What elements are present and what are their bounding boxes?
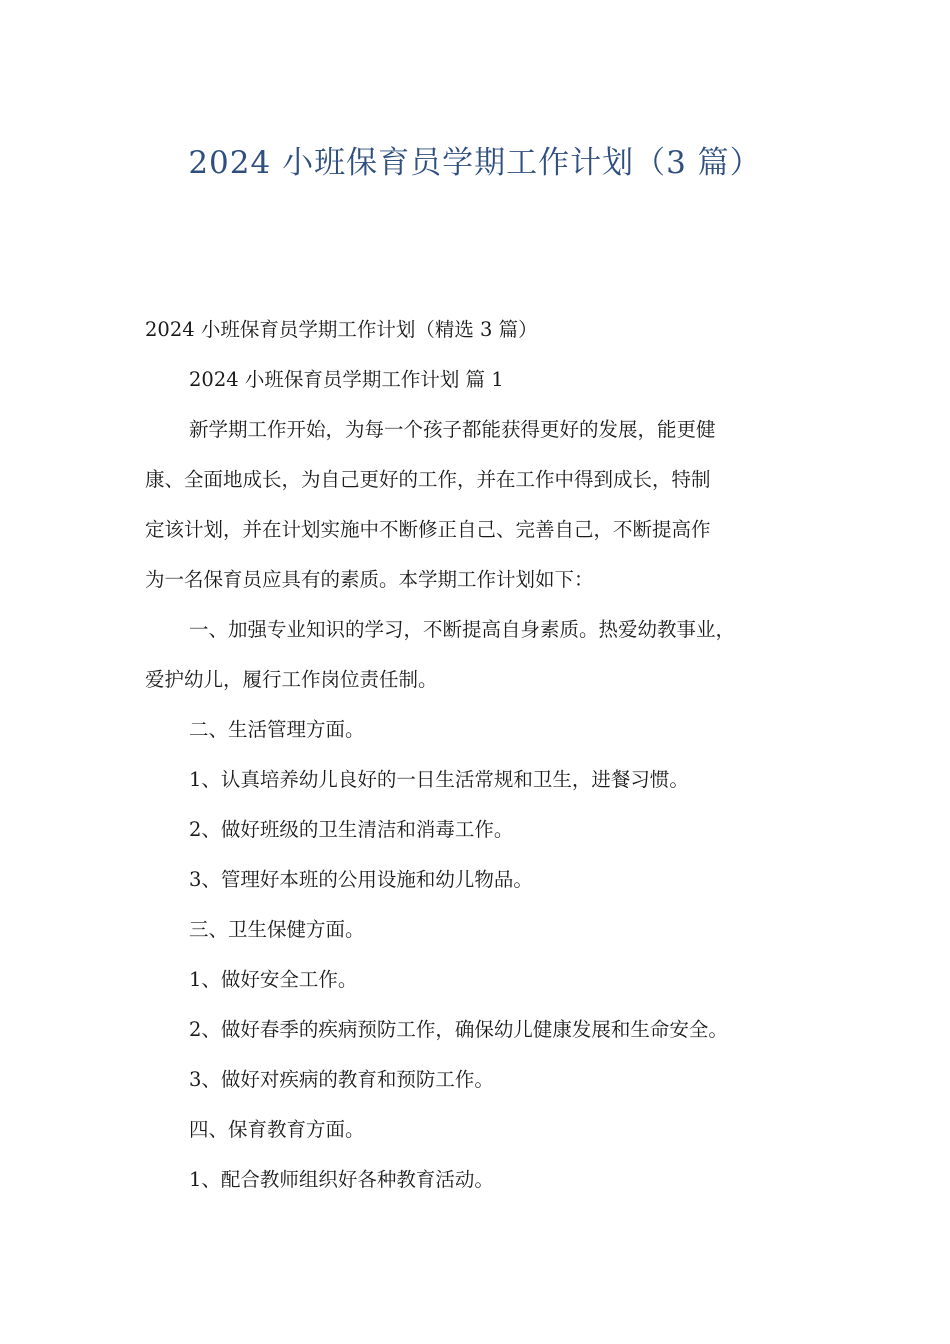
section4-item-1: 1、配合教师组织好各种教育活动。: [189, 1168, 494, 1191]
section3-heading: 三、卫生保健方面。: [189, 918, 365, 941]
item1-line-1: 一、加强专业知识的学习，不断提高自身素质。热爱幼教事业，: [189, 618, 736, 641]
document-body: [145, 305, 805, 1205]
section3-item-1: 1、做好安全工作。: [189, 968, 358, 991]
document-title: 2024 小班保育员学期工作计划（3 篇）: [188, 145, 762, 181]
section4-heading: 四、保育教育方面。: [189, 1118, 365, 1141]
item1-line-2: 爱护幼儿，履行工作岗位责任制。: [145, 668, 438, 691]
section-heading: 2024 小班保育员学期工作计划 篇 1: [189, 368, 504, 391]
subtitle: 2024 小班保育员学期工作计划（精选 3 篇）: [145, 318, 538, 341]
intro-line-4: 为一名保育员应具有的素质。本学期工作计划如下：: [145, 568, 594, 591]
intro-line-3: 定该计划，并在计划实施中不断修正自己、完善自己，不断提高作: [145, 518, 711, 541]
intro-line-2: 康、全面地成长，为自己更好的工作，并在工作中得到成长，特制: [145, 468, 711, 491]
section2-heading: 二、生活管理方面。: [189, 718, 365, 741]
section2-item-2: 2、做好班级的卫生清洁和消毒工作。: [189, 818, 514, 841]
section3-item-3: 3、做好对疾病的教育和预防工作。: [189, 1068, 494, 1091]
section3-item-2: 2、做好春季的疾病预防工作，确保幼儿健康发展和生命安全。: [189, 1018, 728, 1041]
intro-line-1: 新学期工作开始，为每一个孩子都能获得更好的发展，能更健: [189, 418, 716, 441]
section2-item-1: 1、认真培养幼儿良好的一日生活常规和卫生，进餐习惯。: [189, 768, 689, 791]
section2-item-3: 3、管理好本班的公用设施和幼儿物品。: [189, 868, 533, 891]
